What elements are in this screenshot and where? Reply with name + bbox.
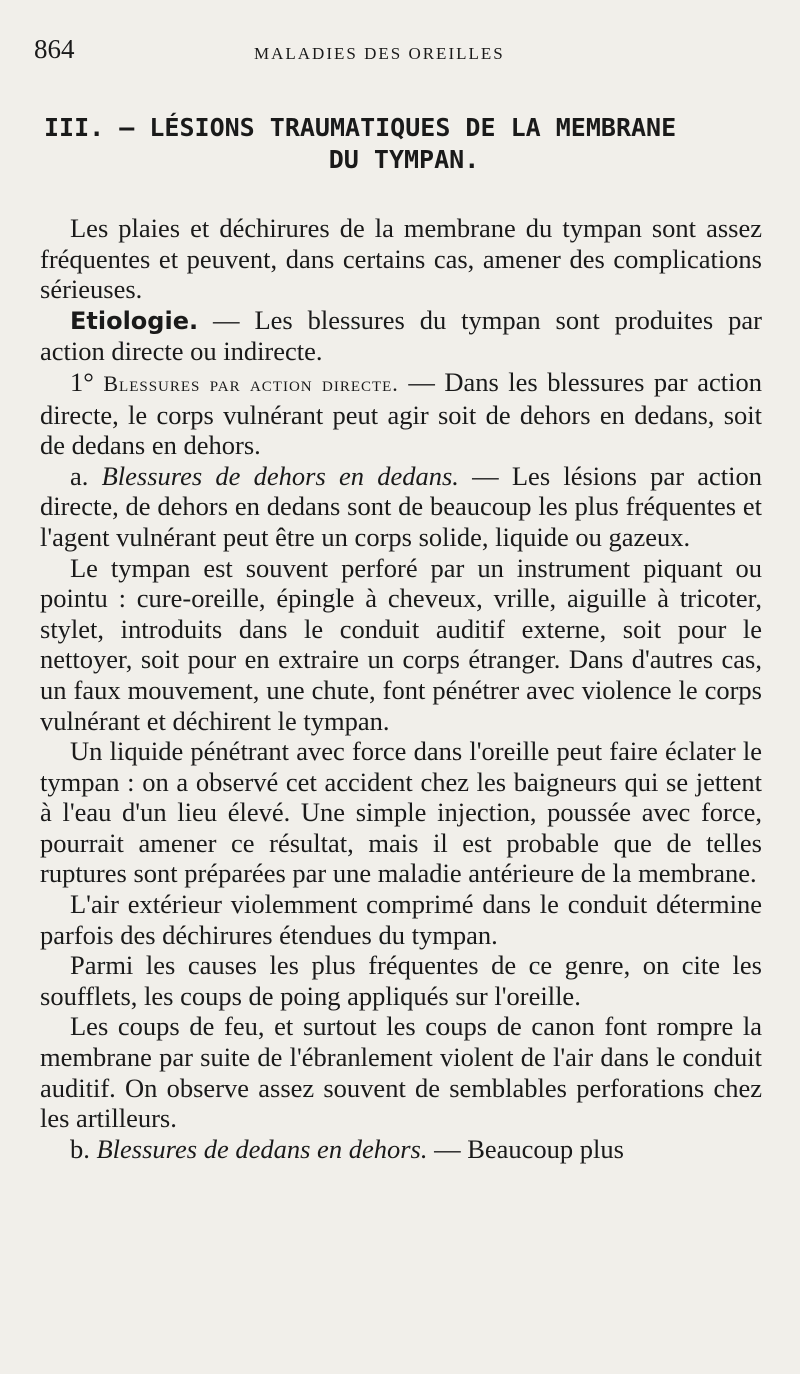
paragraph-dehors-en-dedans	[40, 461, 762, 553]
item-number: 1°	[70, 366, 104, 397]
paragraph-liquide: Un liquide pénétrant avec force dans l'oreille peut faire éclater le tympan : on a observé cet accident chez les baigneurs qui se jettent à l'eau d'un lieu élevé. Une simple injection, poussée avec force, pourrait amener ce résultat, mais il est probable que de telles ruptures sont préparées par une maladie antérieure de la membrane.	[40, 736, 762, 889]
action-directe-text: — Dans les blessures par action directe, le corps vulnérant peut agir soit de dehors en dedans, soit de dedans en dehors.	[40, 366, 762, 461]
item-letter-a: a.	[70, 460, 102, 491]
paragraph-soufflets: Parmi les causes les plus fréquentes de ce genre, on cite les soufflets, les coups de poing appliqués sur l'oreille.	[40, 950, 762, 1011]
paragraph-coups-de-feu: Les coups de feu, et surtout les coups de canon font rompre la membrane par suite de l'ébranlement violent de l'air dans le conduit auditif. On observe assez souvent de semblables perforations chez les artilleurs.	[40, 1011, 762, 1134]
paragraph-dedans-en-dehors	[40, 1134, 762, 1165]
paragraph-air: L'air extérieur violemment comprimé dans le conduit détermine parfois des déchirures étendues du tympan.	[40, 889, 762, 950]
paragraph-action-directe	[40, 367, 762, 461]
subheading-dedans-en-dehors: Blessures de dedans en dehors.	[96, 1133, 428, 1164]
etiologie-term: Etiologie.	[70, 306, 199, 335]
paragraph-etiologie	[40, 305, 762, 367]
item-letter-b: b.	[70, 1133, 97, 1164]
dehors-en-dedans-text: — Les lésions par action directe, de dehors en dedans sont de beaucoup les plus fréquentes et l'agent vulnérant peut être un corps solide, liquide ou gazeux.	[40, 460, 762, 552]
section-title-line-2: DU TYMPAN.	[328, 145, 480, 174]
section-title-line-1: III. — LÉSIONS TRAUMATIQUES DE LA MEMBRANE	[44, 113, 677, 142]
subheading-dehors-en-dedans: Blessures de dehors en dedans.	[101, 460, 459, 491]
body-text	[40, 213, 762, 1164]
dedans-en-dehors-text: — Beaucoup plus	[427, 1133, 624, 1164]
paragraph-instrument: Le tympan est souvent perforé par un instrument piquant ou pointu : cure-oreille, épingle à cheveux, vrille, aiguille à tricoter, stylet, introduits dans le conduit auditif externe, soit pour le nettoyer, soit pour en extraire un corps étranger. Dans d'autres cas, un faux mouvement, une chute, font pénétrer avec violence le corps vulnérant et déchirent le tympan.	[40, 552, 762, 736]
page-number: 864	[34, 34, 75, 64]
subheading-action-directe: Blessures par action directe.	[103, 370, 399, 396]
page-header	[34, 34, 754, 74]
etiologie-text: — Les blessures du tympan sont produites par action directe ou indirecte.	[40, 304, 762, 367]
running-head: MALADIES DES OREILLES	[254, 44, 505, 63]
section-title	[44, 112, 764, 176]
paragraph-intro: Les plaies et déchirures de la membrane du tympan sont assez fréquentes et peuvent, dans certains cas, amener des complications sérieuses.	[40, 213, 762, 305]
